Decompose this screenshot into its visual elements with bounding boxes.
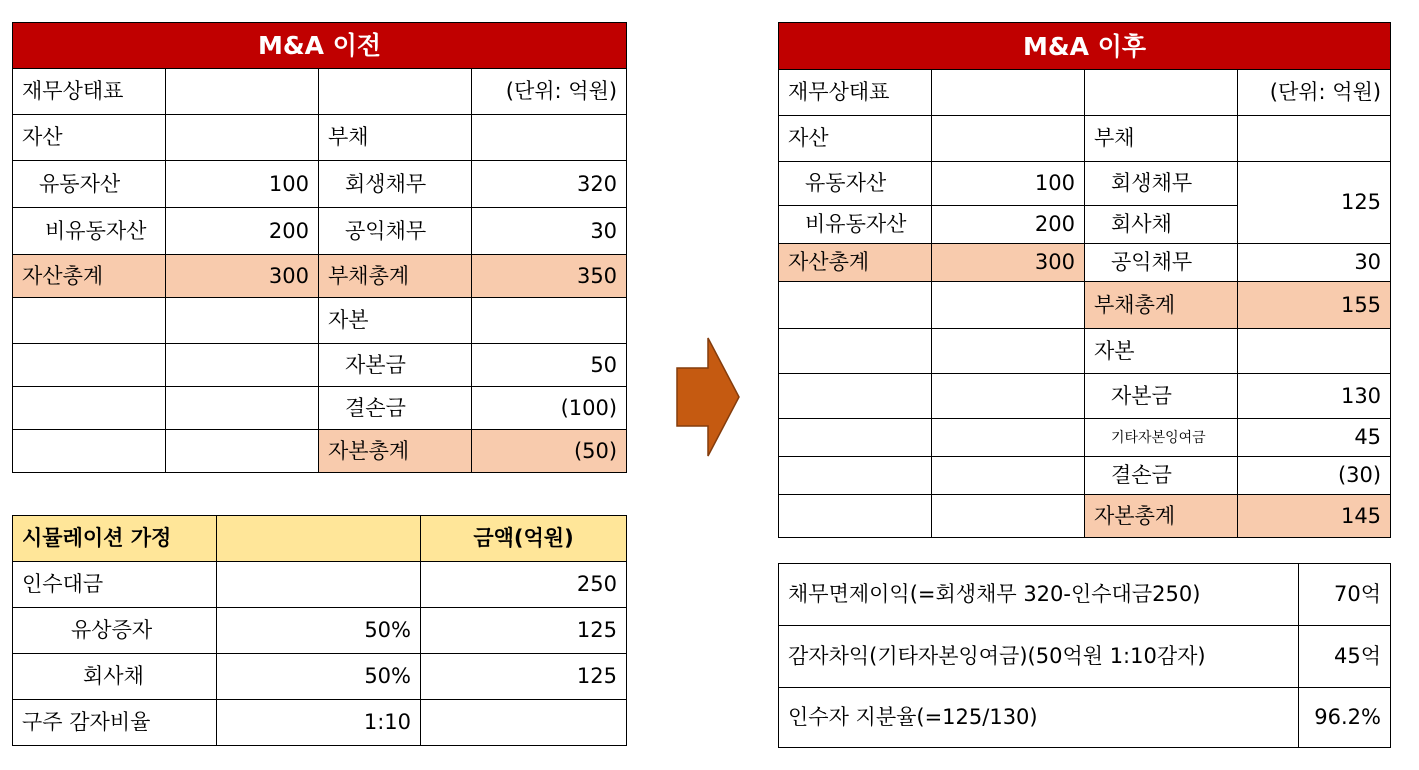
liabilities-label: 부채 xyxy=(1085,116,1238,162)
debt-forgiveness-value: 70억 xyxy=(1299,564,1391,626)
table-row xyxy=(779,626,1391,688)
capital-reduction-gain-value: 45억 xyxy=(1299,626,1391,688)
deficit-value: (30) xyxy=(1238,457,1391,495)
assets-label: 자산 xyxy=(779,116,932,162)
other-capital-surplus-label: 기타자본잉여금 xyxy=(1085,419,1238,457)
rehab-bonds-value: 125 xyxy=(1238,162,1391,244)
capital-reduction-gain-label: 감자차익(기타자본잉여금)(50억원 1:10감자) xyxy=(779,626,1299,688)
capital-stock-value: 130 xyxy=(1238,374,1391,419)
total-liabilities-value: 350 xyxy=(472,255,627,298)
deficit-value: (100) xyxy=(472,387,627,430)
total-assets-label: 자산총계 xyxy=(779,244,932,282)
simulation-header-amount: 금액(억원) xyxy=(421,516,627,562)
acquirer-stake-label: 인수자 지분율(=125/130) xyxy=(779,688,1299,748)
rehab-debt-label: 회생채무 xyxy=(1085,162,1238,206)
current-assets-label: 유동자산 xyxy=(779,162,932,206)
current-assets-value: 100 xyxy=(166,161,319,208)
simulation-header-label: 시뮬레이션 가정 xyxy=(13,516,217,562)
summary-table xyxy=(778,563,1391,748)
rehab-debt-value: 320 xyxy=(472,161,627,208)
total-liabilities-value: 155 xyxy=(1238,282,1391,329)
other-capital-surplus-value: 45 xyxy=(1238,419,1391,457)
public-debt-value: 30 xyxy=(472,208,627,255)
noncurrent-assets-label: 비유동자산 xyxy=(13,208,166,255)
table-row xyxy=(779,688,1391,748)
row-ratio xyxy=(217,562,421,608)
row-ratio: 50% xyxy=(217,608,421,654)
capital-stock-label: 자본금 xyxy=(319,344,472,387)
total-assets-value: 300 xyxy=(932,244,1085,282)
table-row xyxy=(13,562,627,608)
capital-stock-label: 자본금 xyxy=(1085,374,1238,419)
statement-label: 재무상태표 xyxy=(779,70,932,116)
row-label: 인수대금 xyxy=(13,562,217,608)
bonds-label: 회사채 xyxy=(1085,206,1238,244)
row-amount xyxy=(421,700,627,746)
public-debt-label: 공익채무 xyxy=(1085,244,1238,282)
total-liabilities-label: 부채총계 xyxy=(1085,282,1238,329)
equity-label: 자본 xyxy=(319,298,472,344)
simulation-assumptions-table xyxy=(12,515,627,746)
total-equity-label: 자본총계 xyxy=(1085,495,1238,538)
row-label: 유상증자 xyxy=(13,608,217,654)
liabilities-label: 부채 xyxy=(319,115,472,161)
unit-label: (단위: 억원) xyxy=(1238,70,1391,116)
table-row xyxy=(13,700,627,746)
row-ratio: 1:10 xyxy=(217,700,421,746)
unit-label: (단위: 억원) xyxy=(472,69,627,115)
rehab-debt-label: 회생채무 xyxy=(319,161,472,208)
row-amount: 250 xyxy=(421,562,627,608)
row-amount: 125 xyxy=(421,608,627,654)
total-equity-value: 145 xyxy=(1238,495,1391,538)
total-assets-label: 자산총계 xyxy=(13,255,166,298)
balance-sheet-after xyxy=(778,22,1391,538)
statement-label: 재무상태표 xyxy=(13,69,166,115)
row-amount: 125 xyxy=(421,654,627,700)
table-row xyxy=(13,654,627,700)
table-row xyxy=(779,564,1391,626)
noncurrent-assets-value: 200 xyxy=(166,208,319,255)
current-assets-label: 유동자산 xyxy=(13,161,166,208)
total-equity-value: (50) xyxy=(472,430,627,473)
table-row xyxy=(13,608,627,654)
before-title: M&A 이전 xyxy=(13,23,627,69)
row-label: 회사채 xyxy=(13,654,217,700)
capital-stock-value: 50 xyxy=(472,344,627,387)
deficit-label: 결손금 xyxy=(319,387,472,430)
equity-label: 자본 xyxy=(1085,329,1238,374)
after-title: M&A 이후 xyxy=(779,23,1391,70)
right-arrow-icon xyxy=(676,337,742,457)
total-assets-value: 300 xyxy=(166,255,319,298)
noncurrent-assets-value: 200 xyxy=(932,206,1085,244)
assets-label: 자산 xyxy=(13,115,166,161)
deficit-label: 결손금 xyxy=(1085,457,1238,495)
balance-sheet-before xyxy=(12,22,627,473)
debt-forgiveness-label: 채무면제이익(=회생채무 320-인수대금250) xyxy=(779,564,1299,626)
acquirer-stake-value: 96.2% xyxy=(1299,688,1391,748)
row-label: 구주 감자비율 xyxy=(13,700,217,746)
public-debt-value: 30 xyxy=(1238,244,1391,282)
total-equity-label: 자본총계 xyxy=(319,430,472,473)
public-debt-label: 공익채무 xyxy=(319,208,472,255)
total-liabilities-label: 부채총계 xyxy=(319,255,472,298)
row-ratio: 50% xyxy=(217,654,421,700)
current-assets-value: 100 xyxy=(932,162,1085,206)
noncurrent-assets-label: 비유동자산 xyxy=(779,206,932,244)
